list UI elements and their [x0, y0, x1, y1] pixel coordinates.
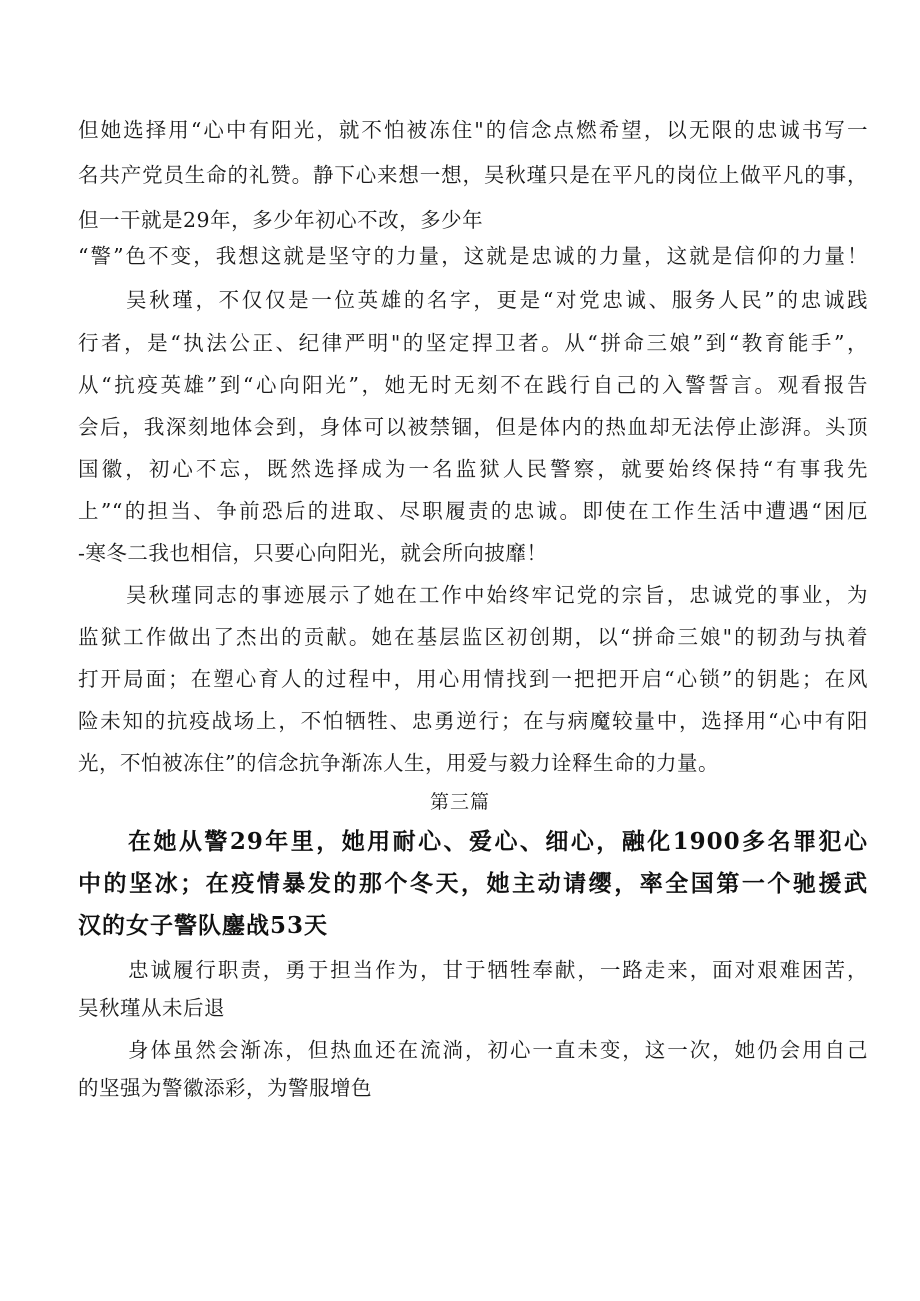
text-line: 从“抗疫英雄”到“心向阳光”，她无时无刻不在践行自己的入警誓言。观看报告	[78, 373, 868, 397]
text-line: 吴秋瑾，不仅仅是一位英雄的名字，更是“对党忠诚、服务人民”的忠诚践	[126, 288, 868, 312]
text-line: 身体虽然会渐冻，但热血还在流淌，初心一直未变，这一次，她仍会用自己	[128, 1038, 868, 1062]
text-line: 但她选择用“心中有阳光，就不怕被冻住"的信念点燃希望，以无限的忠诚书写一	[78, 118, 868, 142]
text-line: 名共产党员生命的礼赞。静下心来想一想，吴秋瑾只是在平凡的岗位上做平凡的事，	[78, 163, 868, 187]
text-line: “警”色不变，我想这就是坚守的力量，这就是忠诚的力量，这就是信仰的力量！	[78, 244, 868, 268]
text-line: 的坚强为警徽添彩，为警服增色	[78, 1076, 372, 1100]
text-line: 行者，是“执法公正、纪律严明"的坚定捍卫者。从“拼命三娘”到“教育能手”，	[78, 331, 868, 355]
text-line: 吴秋瑾从未后退	[78, 996, 225, 1020]
text-line: 但一干就是29年，多少年初心不改，多少年	[78, 208, 484, 232]
text-line: 会后，我深刻地体会到，身体可以被禁锢，但是体内的热血却无法停止澎湃。头顶	[78, 415, 868, 439]
text-line: 中的坚冰；在疫情暴发的那个冬天，她主动请缨，率全国第一个驰援武	[78, 870, 868, 897]
text-line: 上”“的担当、争前恐后的进取、尽职履责的忠诚。即使在工作生活中遭遇“困厄	[78, 499, 868, 523]
text-line: 光，不怕被冻住”的信念抗争渐冻人生，用爱与毅力诠释生命的力量。	[78, 751, 719, 775]
text-line: 打开局面；在塑心育人的过程中，用心用情找到一把把开启“心锁”的钥匙；在风	[78, 667, 868, 691]
text-line: -寒冬二我也相信，只要心向阳光，就会所向披靡！	[78, 541, 548, 565]
text-line: 在她从警29年里，她用耐心、爱心、细心，融化1900多名罪犯心	[128, 828, 868, 855]
text-line: 险未知的抗疫战场上，不怕牺牲、忠勇逆行；在与病魔较量中，选择用“心中有阳	[78, 709, 868, 733]
text-line: 监狱工作做出了杰出的贡献。她在基层监区初创期，以“拼命三娘"的韧劲与执着	[78, 625, 868, 649]
text-line: 国徽，初心不忘，既然选择成为一名监狱人民警察，就要始终保持“有事我先	[78, 457, 868, 481]
text-line: 汉的女子警队鏖战53天	[78, 912, 329, 939]
section-heading: 第三篇	[429, 791, 490, 813]
text-line: 吴秋瑾同志的事迹展示了她在工作中始终牢记党的宗旨，忠诚党的事业，为	[126, 583, 868, 607]
text-line: 忠诚履行职责，勇于担当作为，甘于牺牲奉献，一路走来，面对艰难困苦，	[128, 958, 868, 982]
